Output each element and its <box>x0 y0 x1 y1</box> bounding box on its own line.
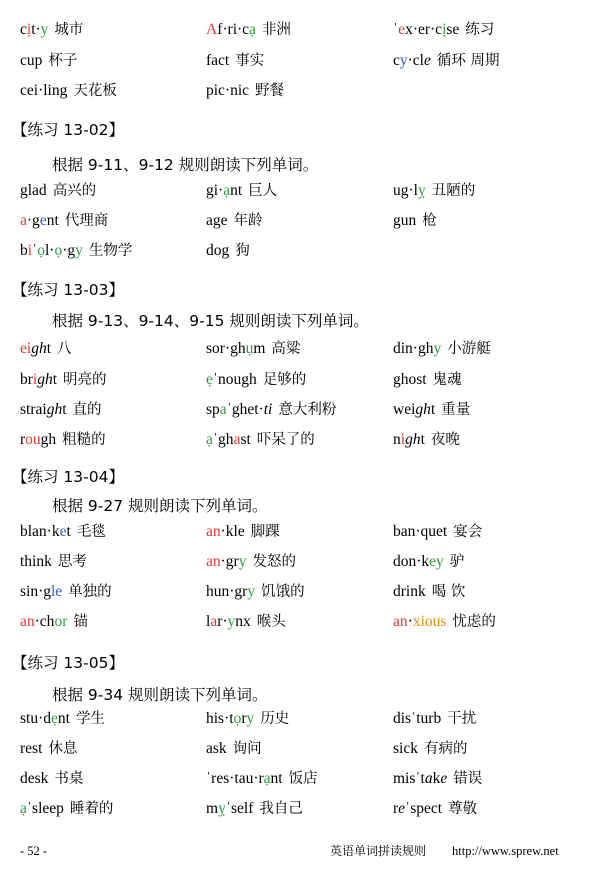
word-entry: an·kle 脚踝 <box>206 523 280 540</box>
word-entry: hun·gry 饥饿的 <box>206 583 305 600</box>
word-entry: Af·ri·cạ 非洲 <box>206 21 291 38</box>
word-entry: bright 明亮的 <box>20 371 107 388</box>
word-entry: cy·cle 循环 周期 <box>393 52 500 69</box>
word-entry: ạˈghast 吓呆了的 <box>206 431 315 448</box>
word-row <box>0 767 600 791</box>
word-row <box>0 398 600 422</box>
word-entry: eight 八 <box>20 340 72 357</box>
word-entry: age 年龄 <box>206 212 263 229</box>
page-number: - 52 - <box>20 844 48 858</box>
word-entry: an·xious 忧虑的 <box>393 613 496 630</box>
footer-title: 英语单词拼读规则 <box>330 844 427 858</box>
word-entry: fact 事实 <box>206 52 265 69</box>
word-entry: dog 狗 <box>206 242 250 259</box>
word-entry: gi·ạnt 巨人 <box>206 182 278 199</box>
exercise-instruction: 根据 9-34 规则朗读下列单词。 <box>52 686 268 704</box>
word-entry: ẹˈnough 足够的 <box>206 371 307 388</box>
word-row <box>0 209 600 233</box>
word-entry: blan·ket 毛毯 <box>20 523 106 540</box>
word-row <box>0 737 600 761</box>
word-entry: din·ghy 小游艇 <box>393 340 491 357</box>
word-entry: his·tọry 历史 <box>206 710 290 727</box>
word-entry: ˈex·er·cịse 练习 <box>393 21 495 38</box>
word-entry: desk 书桌 <box>20 770 84 787</box>
word-entry: glad 高兴的 <box>20 182 97 199</box>
word-entry: an·gry 发怒的 <box>206 553 296 570</box>
word-entry: think 思考 <box>20 553 87 570</box>
word-row <box>0 368 600 392</box>
word-entry: misˈtake 错误 <box>393 770 483 787</box>
word-entry: cịt·y 城市 <box>20 21 84 38</box>
word-row <box>0 239 600 263</box>
word-entry: a·gent 代理商 <box>20 212 109 229</box>
word-entry: cup 杯子 <box>20 52 78 69</box>
word-row <box>0 797 600 821</box>
word-entry: biˈọl·ọ·gy 生物学 <box>20 242 133 259</box>
word-row <box>0 550 600 574</box>
word-entry: drink 喝 饮 <box>393 583 466 600</box>
word-entry: disˈturb 干扰 <box>393 710 477 727</box>
word-entry: rough 粗糙的 <box>20 431 106 448</box>
exercise-heading: 【练习 13-03】 <box>12 281 124 299</box>
exercise-heading: 【练习 13-02】 <box>12 121 124 139</box>
word-entry: gun 枪 <box>393 212 437 229</box>
word-entry: lar·ynx 喉头 <box>206 613 286 630</box>
word-row <box>0 179 600 203</box>
word-entry: sor·ghụm 高粱 <box>206 340 301 357</box>
word-row <box>0 18 600 42</box>
word-entry: ask 询问 <box>206 740 262 757</box>
exercise-heading: 【练习 13-04】 <box>12 468 124 486</box>
exercise-instruction: 根据 9-13、9-14、9-15 规则朗读下列单词。 <box>52 312 369 330</box>
word-entry: mỵˈself 我自己 <box>206 800 303 817</box>
word-entry: ghost 鬼魂 <box>393 371 462 388</box>
word-entry: sin·gle 单独的 <box>20 583 112 600</box>
word-entry: ạˈsleep 睡着的 <box>20 800 114 817</box>
word-entry: cei·ling 天花板 <box>20 82 117 99</box>
word-entry: spaˈghet·ti 意大利粉 <box>206 401 337 418</box>
word-entry: night 夜晚 <box>393 431 460 448</box>
word-row <box>0 580 600 604</box>
word-row <box>0 49 600 73</box>
word-entry: sick 有病的 <box>393 740 468 757</box>
word-row <box>0 707 600 731</box>
word-entry: ban·quet 宴会 <box>393 523 483 540</box>
word-row <box>0 428 600 452</box>
word-entry: reˈspect 尊敬 <box>393 800 478 817</box>
word-entry: straight 直的 <box>20 401 102 418</box>
word-entry: an·chor 锚 <box>20 613 88 630</box>
word-entry: ug·lỵ 丑陋的 <box>393 182 476 199</box>
word-row <box>0 337 600 361</box>
word-entry: weight 重量 <box>393 401 471 418</box>
word-entry: rest 休息 <box>20 740 78 757</box>
word-entry: stu·dẹnt 学生 <box>20 710 105 727</box>
exercise-instruction: 根据 9-11、9-12 规则朗读下列单词。 <box>52 156 319 174</box>
word-entry: pic·nic 野餐 <box>206 82 285 99</box>
word-row <box>0 79 600 103</box>
exercise-instruction: 根据 9-27 规则朗读下列单词。 <box>52 497 268 515</box>
word-row <box>0 610 600 634</box>
word-entry: ˈres·tau·rạnt 饭店 <box>206 770 318 787</box>
word-entry: don·key 驴 <box>393 553 465 570</box>
word-row <box>0 520 600 544</box>
footer-url[interactable]: http://www.sprew.net <box>452 844 559 858</box>
exercise-heading: 【练习 13-05】 <box>12 654 124 672</box>
